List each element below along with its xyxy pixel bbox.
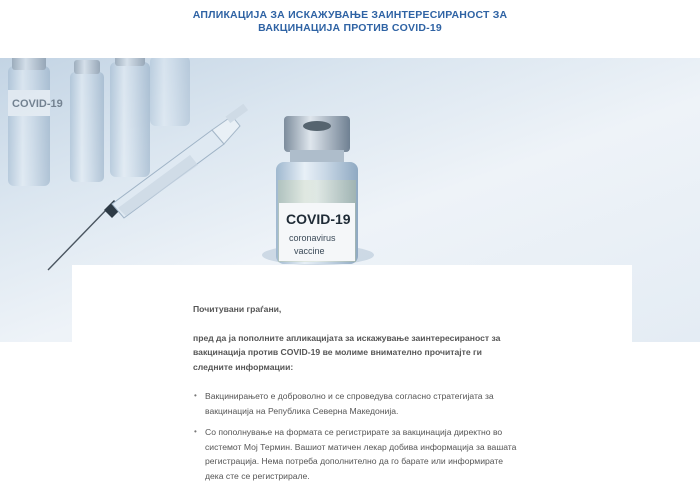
page-header [0,0,700,58]
info-content [193,302,523,490]
greeting-text: Почитувани граѓани, [193,304,282,314]
background-vial-label: COVID-19 [12,98,63,110]
list-item-text: Со пополнување на формата се регистрирате за вакцинација директно во системот Мој Термин. Вашиот матичен лекар добива информација за вашата регистрација. Нема потреба дополнително да го барате или информирате дека сте се регистрирале. [205,427,517,481]
bullet-icon: • [194,391,197,400]
list-item [194,389,523,418]
vial-text-line2: vaccine [294,246,325,256]
vial-text-line1: coronavirus [289,233,336,243]
page-title: АПЛИКАЦИЈА ЗА ИСКАЖУВАЊЕ ЗАИНТЕРЕСИРАНОСТ ЗА ВАКЦИНАЦИЈА ПРОТИВ COVID-19 [192,9,508,34]
list-item [194,425,523,483]
info-list [193,389,523,483]
list-item-text: Вакцинирањето е доброволно и се спроведува согласно стратегијата за вакцинација на Република Северна Македонија. [205,391,494,416]
main-vial [262,116,374,265]
vial-label: COVID-19 [286,211,351,227]
bullet-icon: • [194,427,197,436]
intro-text: пред да ја пополните апликацијата за искажување заинтересираност за вакцинација против COVID-19 ве молиме внимателно прочитајте ги следните информации: [193,332,501,372]
